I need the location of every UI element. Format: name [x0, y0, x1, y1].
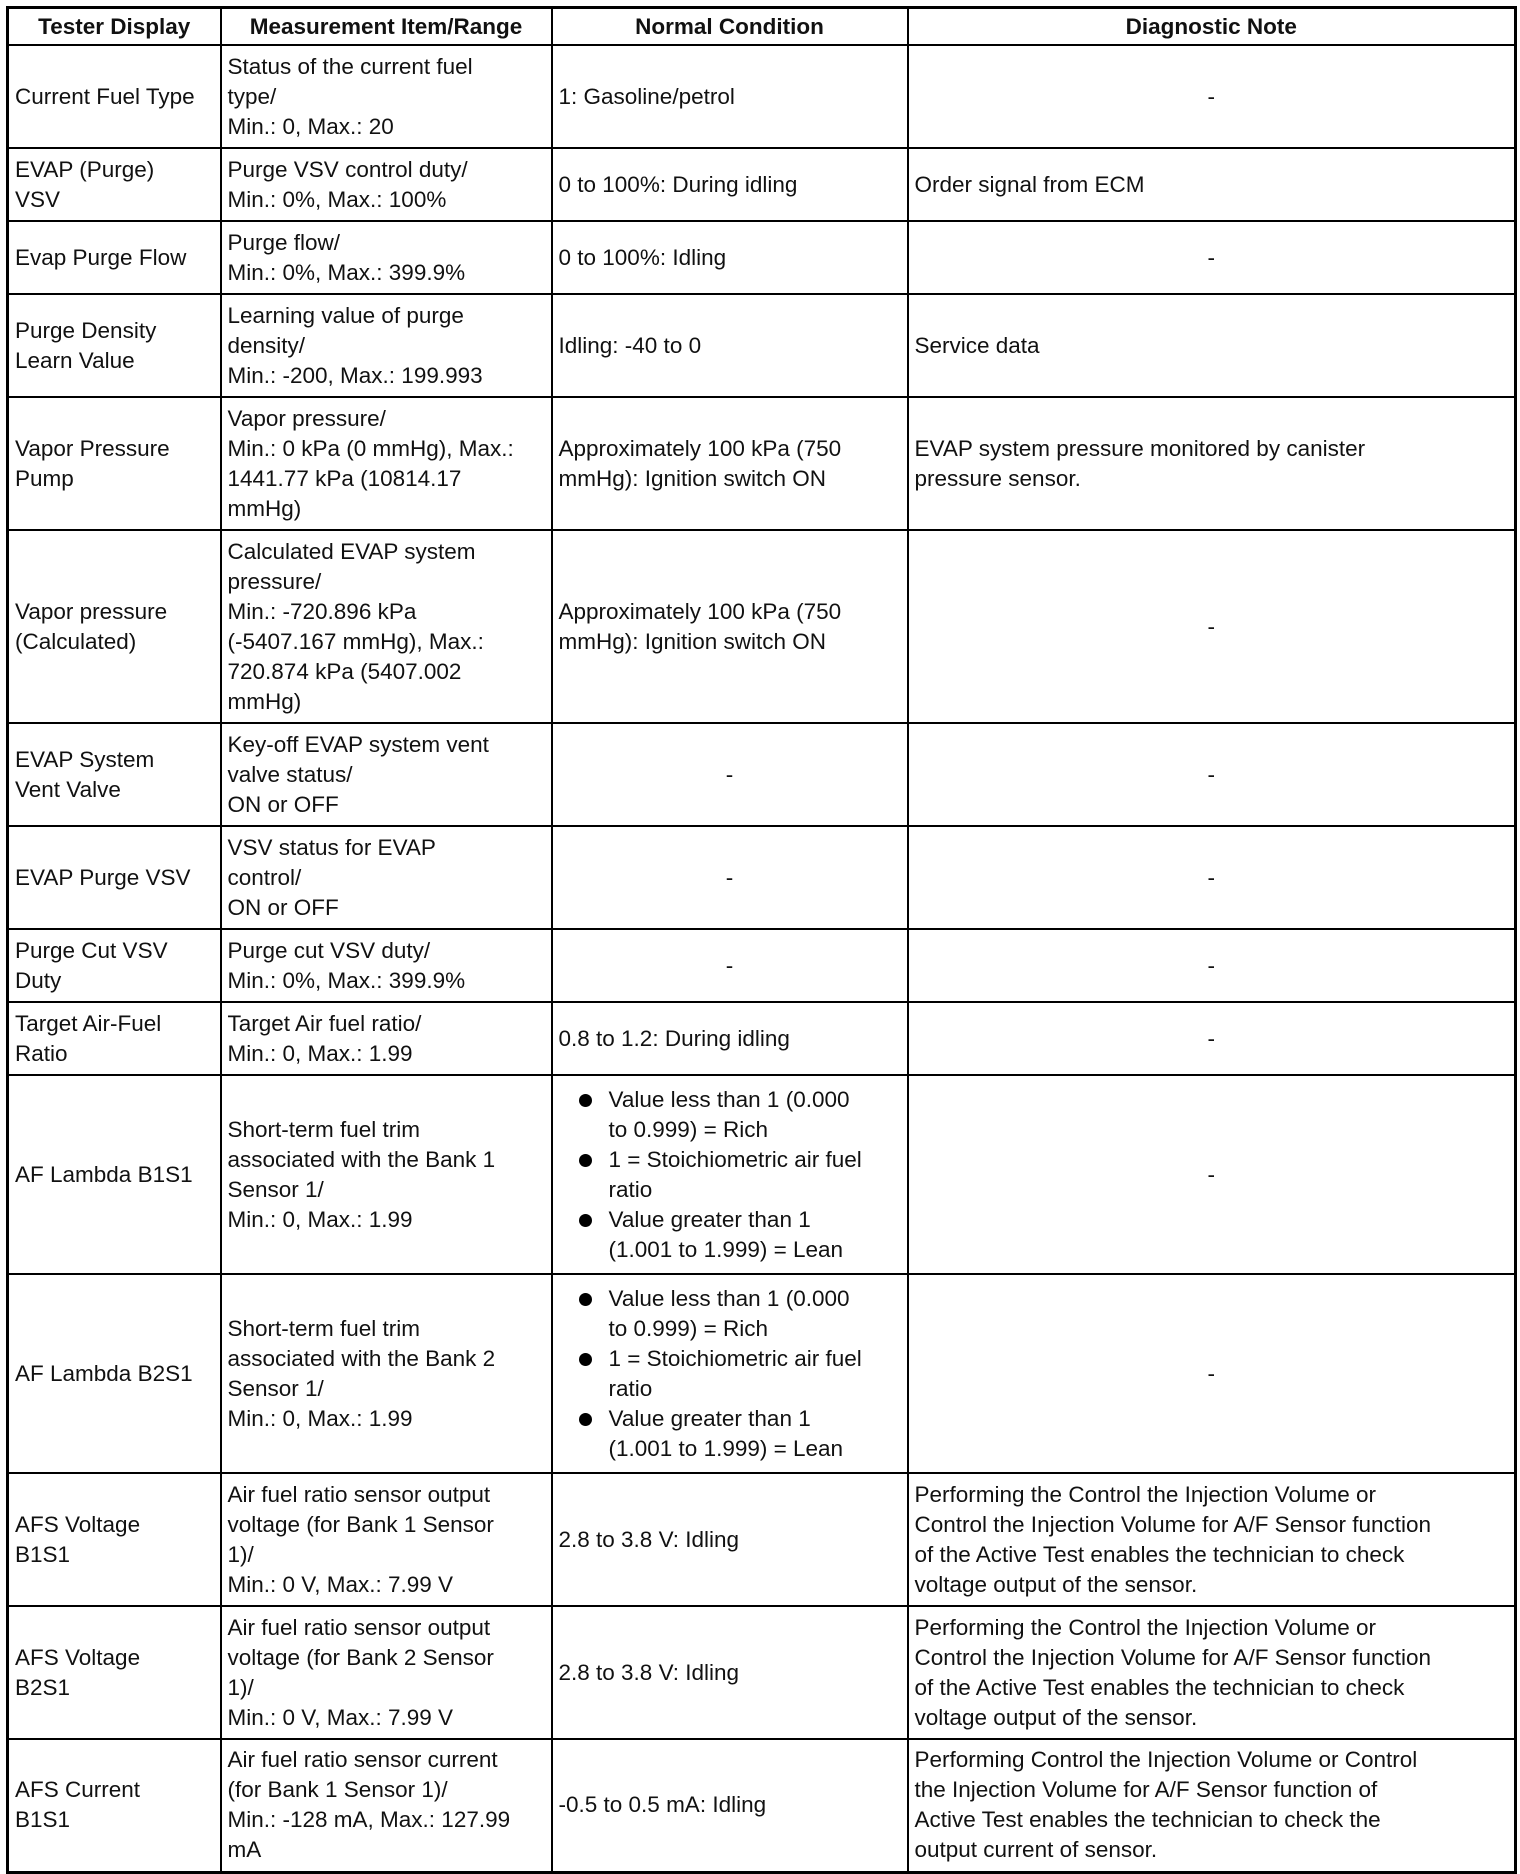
cell-line: control/ — [227, 864, 302, 890]
cell-measurement — [221, 1606, 552, 1739]
cell-line: Min.: 0, Max.: 20 — [227, 113, 394, 139]
cell-line: Approximately 100 kPa (750 — [558, 435, 842, 461]
cell-line: Performing Control the Injection Volume or Control — [914, 1747, 1418, 1773]
cell-line: (-5407.167 mmHg), Max.: — [227, 628, 484, 654]
cell-line: Vapor pressure/ — [227, 405, 386, 431]
cell-line: Evap Purge Flow — [15, 244, 187, 270]
cell-line: 1)/ — [227, 1541, 254, 1567]
cell-diagnostic-note — [908, 1075, 1516, 1274]
cell-line: Target Air-Fuel — [15, 1010, 162, 1036]
cell-measurement — [221, 1274, 552, 1473]
cell-line: Min.: 0 V, Max.: 7.99 V — [227, 1571, 454, 1597]
cell-line: EVAP system pressure monitored by canister — [914, 435, 1366, 461]
cell-measurement — [221, 1075, 552, 1274]
cell-line: EVAP Purge VSV — [15, 864, 191, 890]
cell-line: Control the Injection Volume for A/F Sensor function — [914, 1511, 1432, 1537]
cell-tester-display — [8, 1075, 221, 1274]
cell-line: Performing the Control the Injection Volume or — [914, 1481, 1376, 1507]
cell-diagnostic-note — [908, 1739, 1516, 1872]
cell-line: output current of sensor. — [914, 1837, 1158, 1863]
cell-normal-condition — [552, 1002, 908, 1075]
cell-line: (Calculated) — [15, 628, 137, 654]
cell-line: valve status/ — [227, 761, 353, 787]
table-row — [8, 148, 1516, 221]
cell-line: -0.5 to 0.5 mA: Idling — [558, 1792, 767, 1818]
cell-tester-display — [8, 1606, 221, 1739]
cell-line: mmHg) — [227, 688, 302, 714]
cell-line: VSV — [15, 186, 61, 212]
cell-measurement — [221, 723, 552, 826]
cell-line: Air fuel ratio sensor output — [227, 1614, 491, 1640]
table-row — [8, 45, 1516, 148]
cell-measurement — [221, 826, 552, 929]
table-row — [8, 1274, 1516, 1473]
cell-normal-condition — [552, 1274, 908, 1473]
table-row — [8, 1606, 1516, 1739]
cell-tester-display — [8, 294, 221, 397]
cell-tester-display — [8, 148, 221, 221]
cell-line: type/ — [227, 83, 277, 109]
cell-line: Pump — [15, 465, 74, 491]
cell-diagnostic-note — [908, 1473, 1516, 1606]
cell-tester-display — [8, 1473, 221, 1606]
cell-measurement — [221, 148, 552, 221]
cell-line: Min.: 0 kPa (0 mmHg), Max.: — [227, 435, 514, 461]
cell-line: - — [1207, 83, 1215, 109]
table-row — [8, 1739, 1516, 1872]
cell-line: EVAP System — [15, 746, 155, 772]
cell-line: Purge cut VSV duty/ — [227, 937, 431, 963]
cell-line: 2.8 to 3.8 V: Idling — [558, 1526, 740, 1552]
cell-line: ON or OFF — [227, 894, 339, 920]
cell-line: (1.001 to 1.999) = Lean — [608, 1236, 844, 1262]
cell-line: Air fuel ratio sensor output — [227, 1481, 491, 1507]
cell-line: Service data — [914, 332, 1040, 358]
cell-line: Value less than 1 (0.000 — [608, 1086, 850, 1112]
cell-tester-display — [8, 397, 221, 530]
cell-line: pressure sensor. — [914, 465, 1081, 491]
cell-line: EVAP (Purge) — [15, 156, 155, 182]
table-row — [8, 397, 1516, 530]
cell-tester-display — [8, 929, 221, 1002]
header-diagnostic-note: Diagnostic Note — [908, 8, 1516, 46]
cell-line: voltage (for Bank 1 Sensor — [227, 1511, 494, 1537]
table-row — [8, 1075, 1516, 1274]
cell-tester-display — [8, 45, 221, 148]
cell-diagnostic-note — [908, 826, 1516, 929]
table-row — [8, 1002, 1516, 1075]
cell-normal-condition — [552, 1075, 908, 1274]
cell-diagnostic-note — [908, 530, 1516, 723]
cell-diagnostic-note — [908, 294, 1516, 397]
table-header-row — [8, 8, 1516, 46]
cell-line: ON or OFF — [227, 791, 339, 817]
cell-tester-display — [8, 1274, 221, 1473]
cell-line: AFS Voltage — [15, 1644, 141, 1670]
table-row — [8, 826, 1516, 929]
cell-line: 1441.77 kPa (10814.17 — [227, 465, 462, 491]
cell-line: - — [725, 952, 734, 978]
table-row — [8, 221, 1516, 294]
cell-line: associated with the Bank 1 — [227, 1146, 496, 1172]
cell-normal-condition — [552, 530, 908, 723]
header-normal-condition: Normal Condition — [552, 8, 908, 46]
cell-line: Value less than 1 (0.000 — [608, 1285, 850, 1311]
cell-normal-condition — [552, 723, 908, 826]
cell-line: Min.: 0, Max.: 1.99 — [227, 1405, 413, 1431]
cell-line: B1S1 — [15, 1807, 71, 1833]
cell-line: Active Test enables the technician to check the — [914, 1807, 1381, 1833]
cell-line: Duty — [15, 967, 62, 993]
cell-line: - — [1207, 244, 1215, 270]
cell-line: Approximately 100 kPa (750 — [558, 598, 842, 624]
cell-line: Calculated EVAP system — [227, 538, 476, 564]
cell-normal-condition — [552, 45, 908, 148]
cell-line: Target Air fuel ratio/ — [227, 1010, 422, 1036]
cell-measurement — [221, 45, 552, 148]
cell-line: - — [1207, 1161, 1215, 1187]
list-item — [559, 1205, 901, 1265]
cell-tester-display — [8, 1739, 221, 1872]
cell-diagnostic-note — [908, 929, 1516, 1002]
cell-measurement — [221, 221, 552, 294]
cell-diagnostic-note — [908, 148, 1516, 221]
cell-line: AF Lambda B2S1 — [15, 1360, 193, 1386]
cell-line: Vapor Pressure — [15, 435, 170, 461]
cell-line: Current Fuel Type — [15, 83, 195, 109]
cell-normal-condition — [552, 1473, 908, 1606]
cell-line: Min.: -200, Max.: 199.993 — [227, 362, 483, 388]
normal-condition-list — [559, 1284, 901, 1464]
cell-line: Min.: 0%, Max.: 399.9% — [227, 967, 466, 993]
cell-line: - — [725, 864, 734, 890]
list-item — [559, 1085, 901, 1145]
cell-line: voltage output of the sensor. — [914, 1704, 1198, 1730]
cell-line: 0.8 to 1.2: During idling — [558, 1025, 790, 1051]
cell-line: Sensor 1/ — [227, 1375, 324, 1401]
cell-line: pressure/ — [227, 568, 322, 594]
cell-line: Min.: -720.896 kPa — [227, 598, 417, 624]
list-item — [559, 1145, 901, 1205]
cell-diagnostic-note — [908, 221, 1516, 294]
cell-tester-display — [8, 221, 221, 294]
cell-line: 1 = Stoichiometric air fuel — [608, 1345, 862, 1371]
cell-normal-condition — [552, 294, 908, 397]
cell-line: Min.: 0, Max.: 1.99 — [227, 1040, 413, 1066]
cell-line: 0 to 100%: Idling — [558, 244, 727, 270]
cell-line: Short-term fuel trim — [227, 1116, 421, 1142]
cell-line: mmHg): Ignition switch ON — [558, 628, 827, 654]
cell-line: VSV status for EVAP — [227, 834, 436, 860]
cell-measurement — [221, 294, 552, 397]
cell-line: to 0.999) = Rich — [608, 1315, 768, 1341]
data-list-table-container — [6, 6, 1514, 1874]
cell-line: Vapor pressure — [15, 598, 168, 624]
cell-line: Purge VSV control duty/ — [227, 156, 468, 182]
cell-normal-condition — [552, 221, 908, 294]
cell-diagnostic-note — [908, 723, 1516, 826]
cell-tester-display — [8, 1002, 221, 1075]
cell-line: mA — [227, 1837, 262, 1863]
cell-normal-condition — [552, 397, 908, 530]
cell-measurement — [221, 530, 552, 723]
cell-line: 1 = Stoichiometric air fuel — [608, 1146, 862, 1172]
cell-line: Idling: -40 to 0 — [558, 332, 702, 358]
list-item — [559, 1344, 901, 1404]
cell-line: - — [1207, 761, 1215, 787]
cell-line: - — [1207, 864, 1215, 890]
cell-line: Purge Cut VSV — [15, 937, 168, 963]
cell-line: Vent Valve — [15, 776, 121, 802]
list-item — [559, 1404, 901, 1464]
cell-measurement — [221, 1739, 552, 1872]
cell-line: density/ — [227, 332, 306, 358]
cell-line: AF Lambda B1S1 — [15, 1161, 193, 1187]
list-item — [559, 1284, 901, 1344]
cell-line: Purge Density — [15, 317, 157, 343]
cell-diagnostic-note — [908, 397, 1516, 530]
cell-line: Key-off EVAP system vent — [227, 731, 489, 757]
cell-diagnostic-note — [908, 45, 1516, 148]
cell-line: - — [725, 761, 734, 787]
cell-diagnostic-note — [908, 1002, 1516, 1075]
cell-line: Min.: -128 mA, Max.: 127.99 — [227, 1807, 511, 1833]
cell-line: Purge flow/ — [227, 229, 341, 255]
cell-normal-condition — [552, 929, 908, 1002]
cell-line: ratio — [608, 1375, 653, 1401]
cell-line: Learn Value — [15, 347, 135, 373]
cell-line: (for Bank 1 Sensor 1)/ — [227, 1777, 448, 1803]
cell-line: Order signal from ECM — [914, 171, 1145, 197]
cell-line: of the Active Test enables the technician to check — [914, 1674, 1405, 1700]
cell-line: - — [1207, 1025, 1215, 1051]
cell-line: 2.8 to 3.8 V: Idling — [558, 1659, 740, 1685]
cell-line: of the Active Test enables the technician to check — [914, 1541, 1405, 1567]
cell-line: B1S1 — [15, 1541, 71, 1567]
cell-measurement — [221, 397, 552, 530]
cell-measurement — [221, 1473, 552, 1606]
table-row — [8, 1473, 1516, 1606]
cell-line: Min.: 0%, Max.: 399.9% — [227, 259, 466, 285]
cell-line: (1.001 to 1.999) = Lean — [608, 1435, 844, 1461]
cell-normal-condition — [552, 1739, 908, 1872]
cell-diagnostic-note — [908, 1606, 1516, 1739]
data-list-table — [6, 6, 1517, 1874]
cell-line: Sensor 1/ — [227, 1176, 324, 1202]
cell-line: 1)/ — [227, 1674, 254, 1700]
cell-tester-display — [8, 826, 221, 929]
header-measurement: Measurement Item/Range — [221, 8, 552, 46]
cell-line: B2S1 — [15, 1674, 71, 1700]
cell-line: voltage (for Bank 2 Sensor — [227, 1644, 494, 1670]
table-row — [8, 929, 1516, 1002]
cell-line: Performing the Control the Injection Volume or — [914, 1614, 1376, 1640]
cell-line: the Injection Volume for A/F Sensor function of — [914, 1777, 1378, 1803]
cell-line: Min.: 0%, Max.: 100% — [227, 186, 447, 212]
cell-normal-condition — [552, 148, 908, 221]
cell-line: Air fuel ratio sensor current — [227, 1747, 498, 1773]
cell-line: Value greater than 1 — [608, 1206, 811, 1232]
cell-line: AFS Current — [15, 1777, 141, 1803]
table-row — [8, 723, 1516, 826]
table-row — [8, 294, 1516, 397]
cell-line: to 0.999) = Rich — [608, 1116, 768, 1142]
cell-line: AFS Voltage — [15, 1511, 141, 1537]
normal-condition-list — [559, 1085, 901, 1265]
cell-line: Ratio — [15, 1040, 68, 1066]
cell-diagnostic-note — [908, 1274, 1516, 1473]
cell-line: associated with the Bank 2 — [227, 1345, 496, 1371]
cell-measurement — [221, 1002, 552, 1075]
cell-line: mmHg): Ignition switch ON — [558, 465, 827, 491]
cell-tester-display — [8, 723, 221, 826]
cell-line: Value greater than 1 — [608, 1405, 811, 1431]
cell-line: 720.874 kPa (5407.002 — [227, 658, 462, 684]
cell-line: Control the Injection Volume for A/F Sensor function — [914, 1644, 1432, 1670]
cell-line: voltage output of the sensor. — [914, 1571, 1198, 1597]
cell-tester-display — [8, 530, 221, 723]
cell-line: 0 to 100%: During idling — [558, 171, 798, 197]
cell-line: Status of the current fuel — [227, 53, 473, 79]
cell-line: 1: Gasoline/petrol — [558, 83, 735, 109]
cell-line: Learning value of purge — [227, 302, 464, 328]
table-body — [8, 45, 1516, 1872]
header-tester-display: Tester Display — [8, 8, 221, 46]
cell-line: - — [1207, 1360, 1215, 1386]
cell-line: ratio — [608, 1176, 653, 1202]
cell-line: Min.: 0, Max.: 1.99 — [227, 1206, 413, 1232]
cell-line: - — [1207, 613, 1215, 639]
cell-line: mmHg) — [227, 495, 302, 521]
cell-normal-condition — [552, 826, 908, 929]
cell-normal-condition — [552, 1606, 908, 1739]
table-row — [8, 530, 1516, 723]
cell-line: - — [1207, 952, 1215, 978]
cell-line: Min.: 0 V, Max.: 7.99 V — [227, 1704, 454, 1730]
cell-line: Short-term fuel trim — [227, 1315, 421, 1341]
cell-measurement — [221, 929, 552, 1002]
